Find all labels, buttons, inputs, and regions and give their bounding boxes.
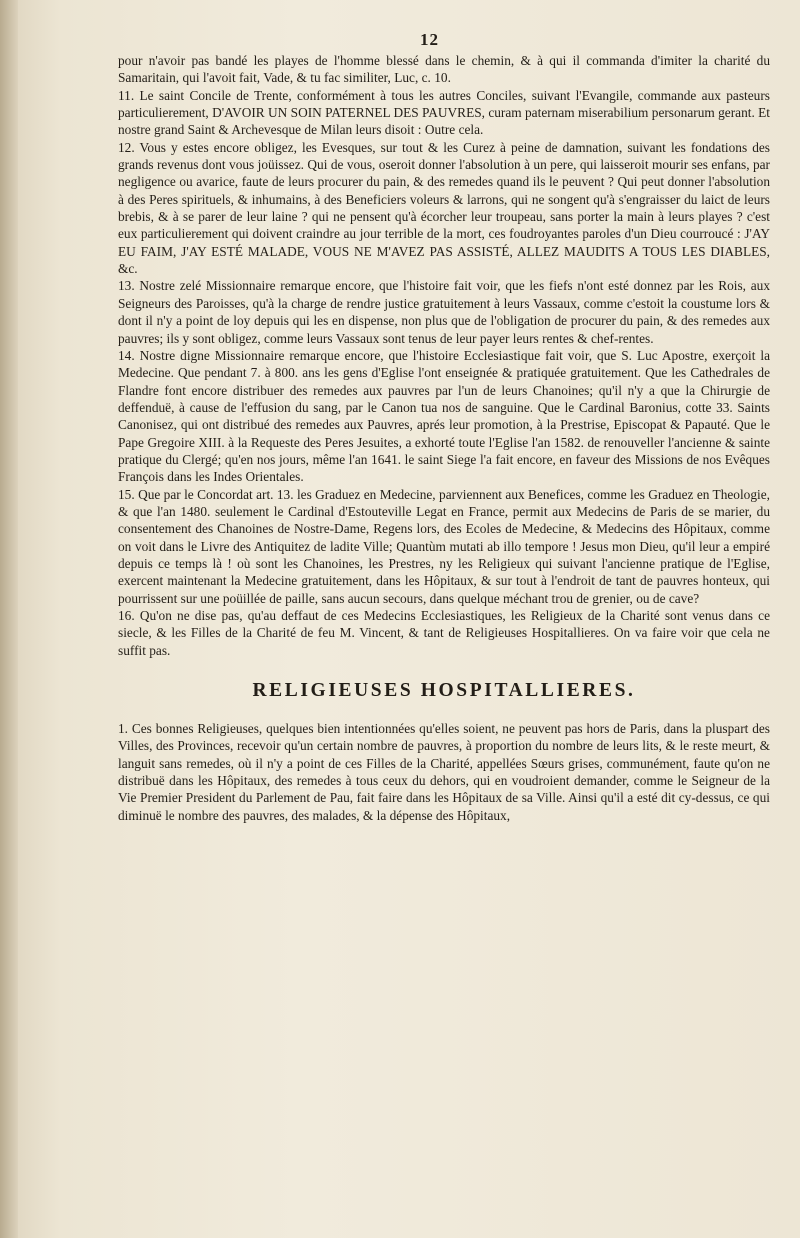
paragraph-14: 14. Nostre digne Missionnaire remarque encore, que l'histoire Ecclesiastique fait voir, que S. Luc Apostre, exerçoit la Medecine. Que pendant 7. à 800. ans les gens d'Eglise l'ont enseignée & pratiquée gratuitement. Que les Cathedrales de Flandre font encore distribuer des remedes aux pauvres par l'un de leurs Chanoines; qu'il n'y a que la Chirurgie de deffenduë, à cause de l'effusion du sang, par le Canon tua nos de sanguine. Que le Cardinal Baronius, cotte 33. Saints Canonisez, qui ont distribué des remedes aux Pauvres, aprés leur promotion, à la Prestrise, Episcopat & Papauté. Que le Pape Gregoire XIII. à la Requeste des Peres Jesuites, a exhorté toute l'Eglise l'an 1582. de renouveller l'ancienne & sainte pratique du Clergé; qu'en nos jours, même l'an 1641. le saint Siege l'a fait encore, en faveur des Missions de nos Evêques François dans les Indes Orientales. [118,347,770,485]
page-number: 12 [420,30,439,49]
paragraph-15: 15. Que par le Concordat art. 13. les Graduez en Medecine, parviennent aux Benefices, comme les Graduez en Theologie, & que l'an 1480. seulement le Cardinal d'Estouteville Legat en France, permit aux Medecins de Paris de se marier, du consentement des Chanoines de Nostre-Dame, Regens lors, des Ecoles de Medecine, & Medecins des Hôpitaux, comme on voit dans le Livre des Antiquitez de ladite Ville; Quantùm mutati ab illo tempore ! Jesus mon Dieu, qu'il leur a empiré depuis ce temps là ! où sont les Chanoines, les Prestres, ny les Religieux qui suivant l'ancienne pratique de l'Eglise, exercent maintenant la Medecine gratuitement, dans les Hôpitaux, & sur tout à l'endroit de tant de pauvres honteux, qui pourrissent sur une poüillée de paille, sans aucun secours, dans quelque méchant trou de grenier, ou de cave? [118,486,770,606]
paragraph-hospitallieres-1: 1. Ces bonnes Religieuses, quelques bien intentionnées qu'elles soient, ne peuvent pas hors de Paris, dans la pluspart des Villes, des Provinces, recevoir qu'un certain nombre de pauvres, à proportion du nombre de leurs lits, & le reste meurt, & languit sans remedes, où il n'y a point de ces Filles de la Charité, appellées Sœurs grises, communément, faute qu'on ne distribuë dans les Hôpitaux, des remedes à tous ceux du dehors, qui en voudroient demander, comme le Seigneur de la Vie Premier President du Parlement de Pau, fait faire dans les Hôpitaux de sa Ville. Ainsi qu'il a esté dit cy-dessus, ce qui diminuë le nombre des pauvres, des malades, & la dépense des Hôpitaux, [118,721,770,823]
paragraph-12: 12. Vous y estes encore obligez, les Evesques, sur tout & les Curez à peine de damnation, suivant les fondations des grands revenus dont vous joüissez. Qui de vous, oseroit donner l'absolution à un pere, qui laisseroit mourir ses enfans, par negligence ou avarice, faute de leurs procurer du pain, & des remedes quand ils le peuvent ? Qui peut donner l'absolution à des Peres spirituels, & inhumains, à des Beneficiers voleurs & larrons, qui ne songent qu'à s'engraisser du laict de leurs brebis, & à se parer de leur laine ? qui ne pensent qu'à écorcher leur troupeau, sans porter la main à leurs playes ? c'est eux particulierement qui doivent craindre au jour terrible de la mort, ces foudroyantes paroles d'un Dieu courroucé : J'AY EU FAIM, J'AY ESTÉ MALADE, VOUS NE M'AVEZ PAS ASSISTÉ, ALLEZ MAUDITS A TOUS LES DIABLES, &c. [118,139,770,277]
paragraph-11: 11. Le saint Concile de Trente, conformément à tous les autres Conciles, suivant l'Evangile, commande aux pasteurs particulierement, D'AVOIR UN SOIN PATERNEL DES PAUVRES, curam paternam miserabilium personarum gerant. Et nostre grand Saint & Archevesque de Milan leurs disoit : Outre cela. [118,87,770,138]
page-body [118,52,770,824]
page-gutter [0,0,18,1238]
paragraph-13: 13. Nostre zelé Missionnaire remarque encore, que l'histoire fait voir, que les fiefs n'ont esté donnez par les Rois, aux Seigneurs des Paroisses, qu'à la charge de rendre justice gratuitement à leurs Vassaux, comme c'estoit la coustume lors & dont il n'y a point de loy depuis qui les en dispense, non plus que de l'obligation de procurer du pain, & des remedes aux pauvres; ils y sont obligez, comme leurs Vassaux sont tenus de leur payer leurs rentes & chef-rentes. [118,278,770,346]
paragraph-continuation: pour n'avoir pas bandé les playes de l'homme blessé dans le chemin, & à qui il commanda d'imiter la charité du Samaritain, qui l'avoit fait, Vade, & tu fac similiter, Luc, c. 10. [118,53,770,86]
paragraph-16: 16. Qu'on ne dise pas, qu'au deffaut de ces Medecins Ecclesiastiques, les Religieux de la Charité sont venus dans ce siecle, & les Filles de la Charité de feu M. Vincent, & tant de Religieuses Hospitallieres. On va faire voir que cela ne suffit pas. [118,608,770,658]
section-heading: RELIGIEUSES HOSPITALLIERES. [252,680,636,702]
